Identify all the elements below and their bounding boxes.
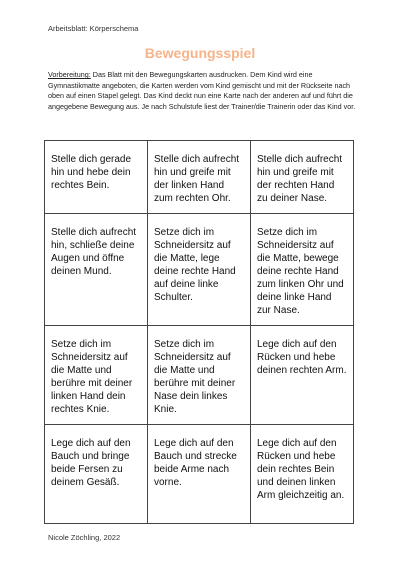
- page-title: Bewegungsspiel: [144, 45, 256, 61]
- movement-card: Stelle dich gerade hin und hebe dein rechtes Bein.: [45, 141, 148, 214]
- card-row: [45, 141, 354, 214]
- intro-label: Vorbereitung:: [48, 70, 91, 79]
- movement-card: Setze dich im Schneidersitz auf die Matte und berühre mit deiner linken Hand dein rechtes Knie.: [45, 326, 148, 425]
- movement-card: Setze dich im Schneidersitz auf die Matte, bewege deine rechte Hand zum linken Ohr und deine linke Hand zur Nase.: [251, 214, 354, 326]
- movement-cards-table: [44, 140, 354, 524]
- movement-card: Stelle dich aufrecht hin und greife mit der rechten Hand zu deiner Nase.: [251, 141, 354, 214]
- movement-card: Lege dich auf den Bauch und strecke beide Arme nach vorne.: [148, 425, 251, 524]
- card-row: [45, 214, 354, 326]
- worksheet-header: Arbeitsblatt: Körperschema: [48, 24, 139, 33]
- author-footer: Nicole Zöchling, 2022: [48, 533, 121, 542]
- card-row: [45, 425, 354, 524]
- intro-text: Das Blatt mit den Bewegungskarten ausdrucken. Dem Kind wird eine Gymnastikmatte angeboten, die Karten werden vom Kind gemischt und mit der Rückseite nach oben auf einen Stapel gelegt. Das Kind deckt nun eine Karte nach der anderen auf und führt die angegebene Bewegung aus. Je nach Schulstufe liest der Trainer/die Trainerin oder das Kind vor.: [48, 70, 356, 111]
- movement-card: Stelle dich aufrecht hin, schließe deine Augen und öffne deinen Mund.: [45, 214, 148, 326]
- movement-card: Stelle dich aufrecht hin und greife mit der linken Hand zum rechten Ohr.: [148, 141, 251, 214]
- movement-card: Lege dich auf den Rücken und hebe dein rechtes Bein und deinen linken Arm gleichzeitig an.: [251, 425, 354, 524]
- movement-card: Setze dich im Schneidersitz auf die Matte und berühre mit deiner Nase dein linkes Knie.: [148, 326, 251, 425]
- movement-card: Lege dich auf den Rücken und hebe deinen rechten Arm.: [251, 326, 354, 425]
- card-row: [45, 326, 354, 425]
- movement-card: Lege dich auf den Bauch und bringe beide Fersen zu deinem Gesäß.: [45, 425, 148, 524]
- movement-card: Setze dich im Schneidersitz auf die Matte, lege deine rechte Hand auf deine linke Schulter.: [148, 214, 251, 326]
- intro-paragraph: [48, 70, 358, 112]
